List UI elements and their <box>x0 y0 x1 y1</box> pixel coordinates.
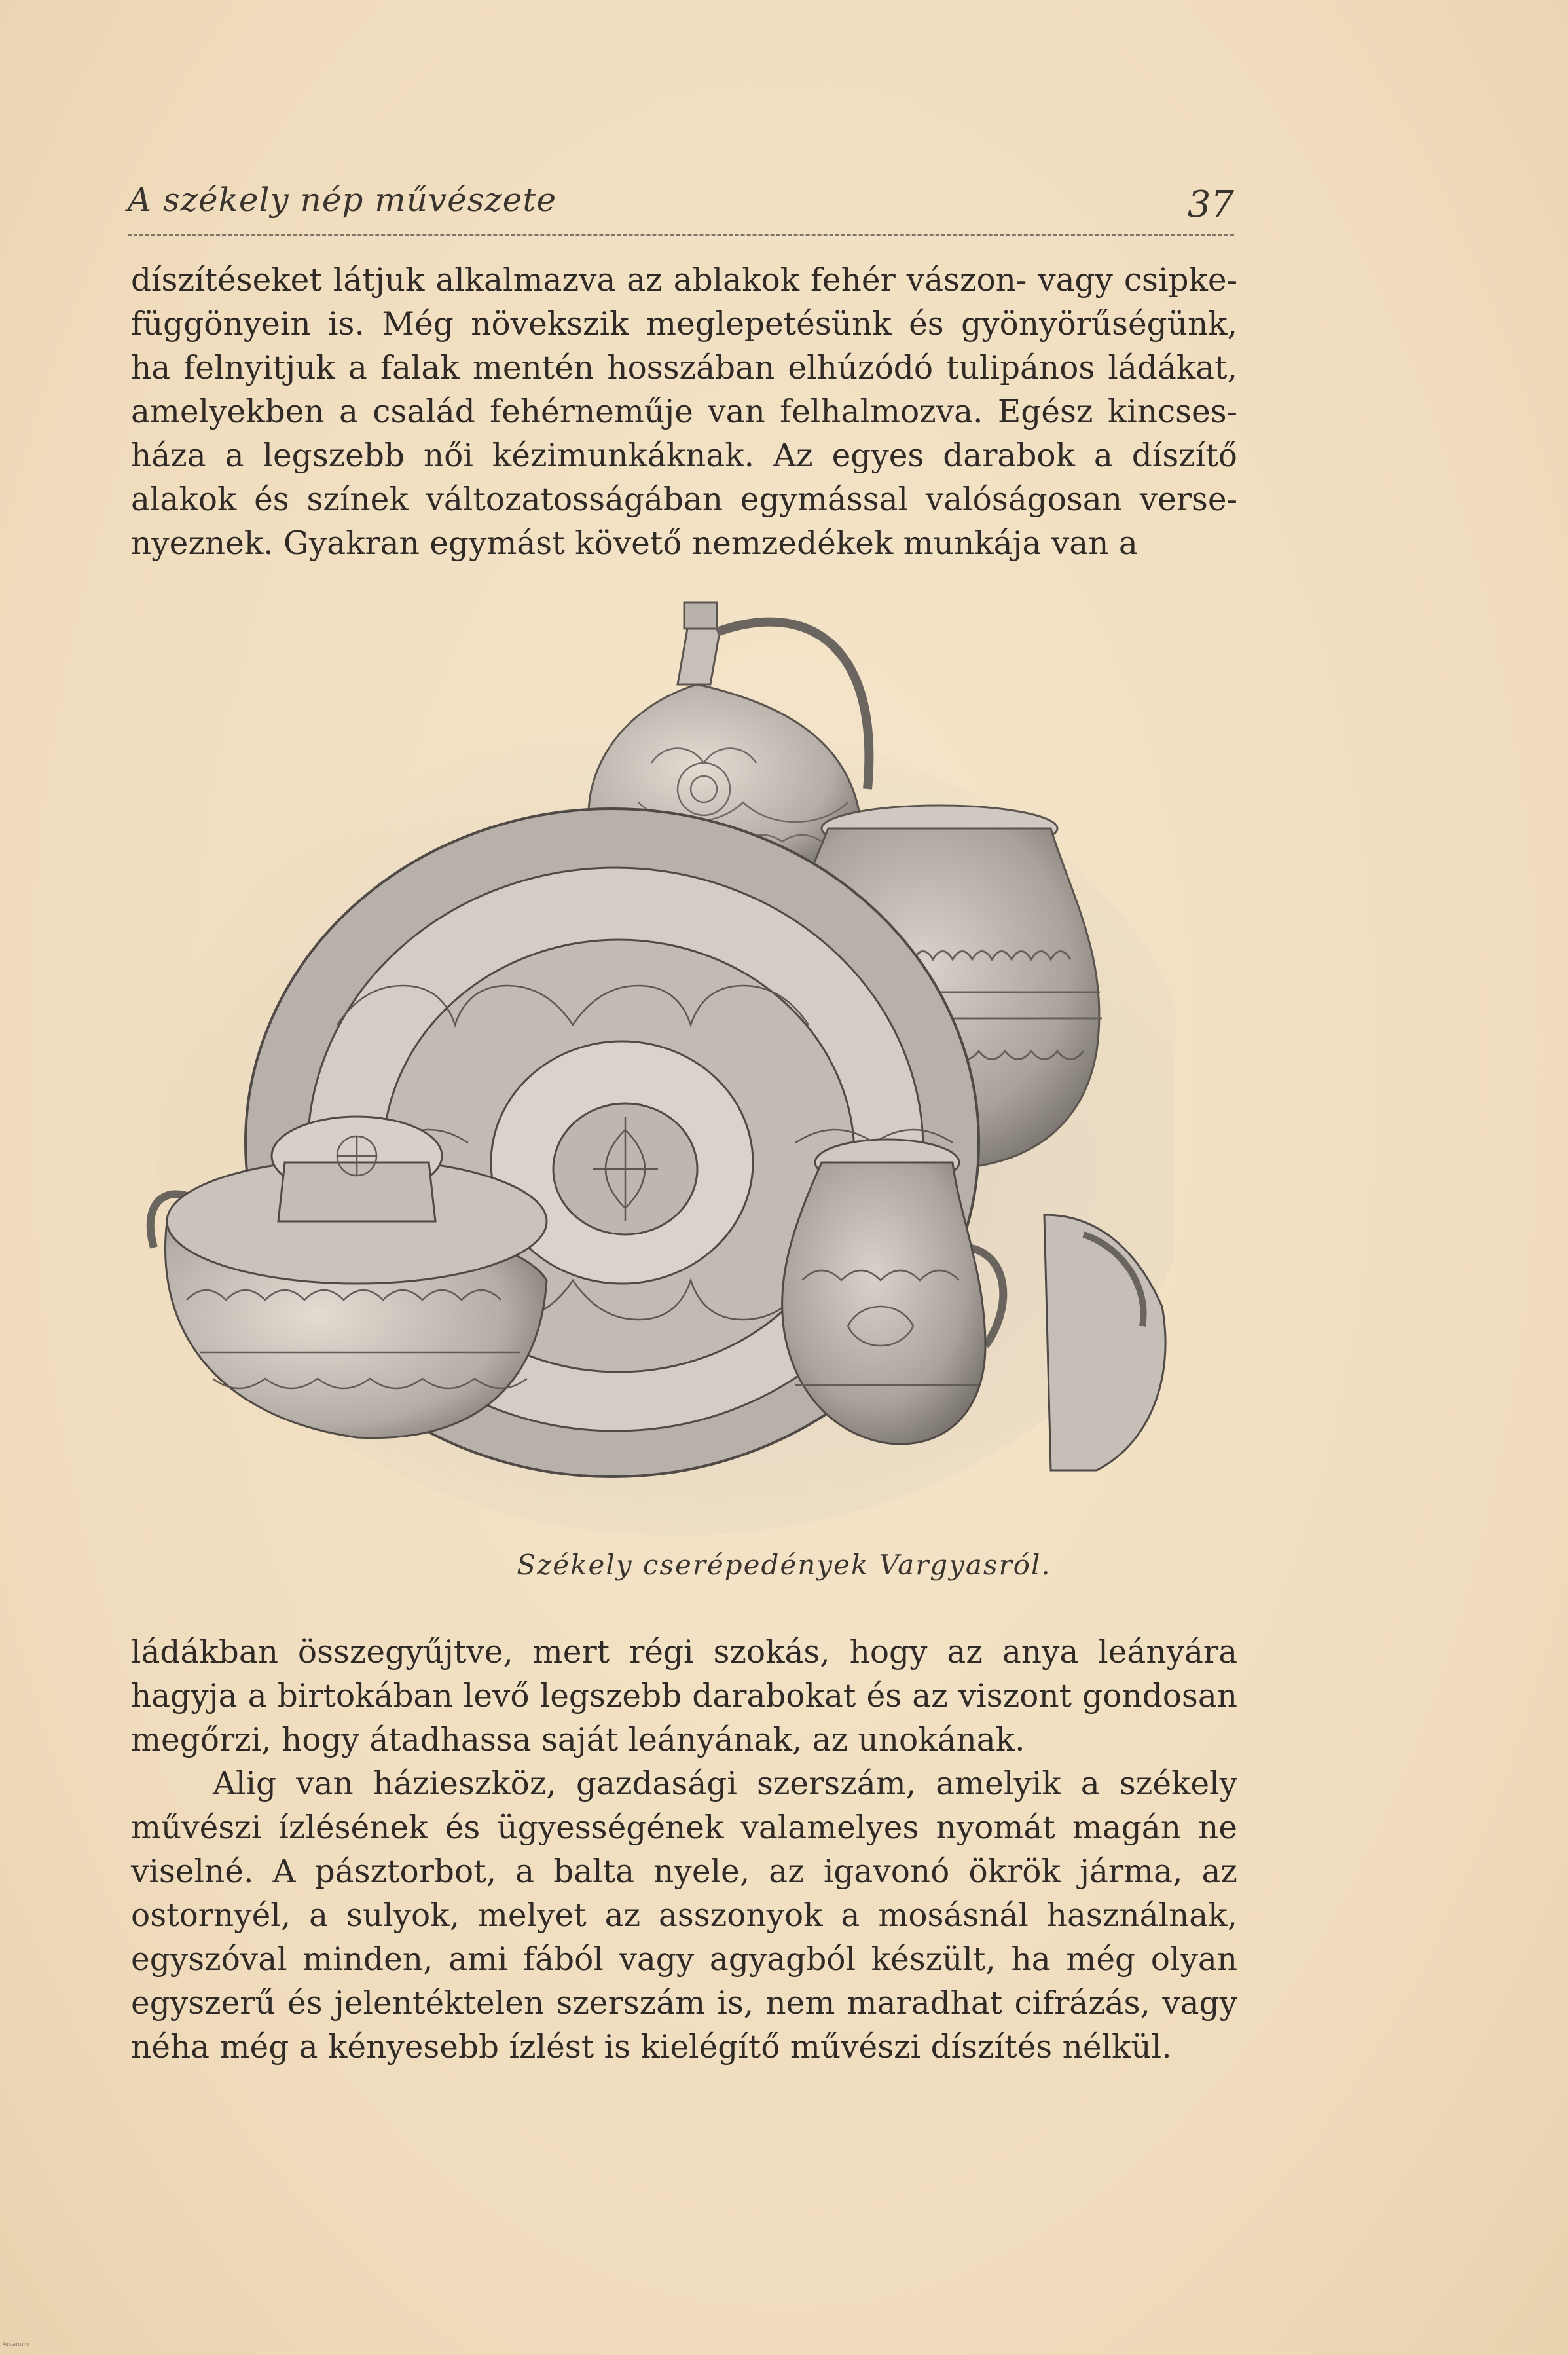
archive-stamp: Arcanum <box>3 2341 29 2348</box>
paragraph-continuation: ládákban összegyűjtve, mert régi szokás, hogy az anya leányára hagyja a birtokában levő legszebb darabokat és az viszont gondosan megőrzi, hogy átadhassa saját leányának, az unokának. <box>131 1634 1237 1758</box>
pottery-illustration <box>141 593 1175 1542</box>
body-text-bottom <box>131 1631 1237 2069</box>
page-number: 37 <box>1187 183 1234 226</box>
figure-caption: Székely cserépedények Vargyasról. <box>517 1549 1051 1581</box>
running-header <box>128 176 1234 236</box>
body-text-top: díszítéseket látjuk alkalmazva az ablakok fehér vászon- vagy csipke-függönyein is. Még növekszik meglepetésünk és gyönyörűségünk, ha felnyitjuk a falak mentén hosszában elhúzódó tulipános ládákat, amelyekben a család fehérneműje van felhalmozva. Egész kincses-háza a legszebb női kézimunkáknak. Az egyes darabok a díszítő alakok és színek változatosságában egymással valóságosan verse-nyeznek. Gyakran egymást követő nemzedékek munkája van a <box>131 262 1237 562</box>
paragraph-tools: Alig van házieszköz, gazdasági szerszám, amelyik a székely művészi ízlésének és ügyességének valamelyes nyomát magán ne viselné. A pásztorbot, a balta nyele, az igavonó ökrök járma, az ostornyél, a sulyok, melyet az asszonyok a mosásnál használnak, egyszóval minden, ami fából vagy agyagból készült, ha még olyan egyszerű és jelentéktelen szerszám is, nem maradhat cifrázás, vagy néha még a kényesebb ízlést is kielégítő művészi díszítés nélkül. <box>131 1766 1237 2066</box>
running-title: A székely nép művészete <box>128 181 557 219</box>
